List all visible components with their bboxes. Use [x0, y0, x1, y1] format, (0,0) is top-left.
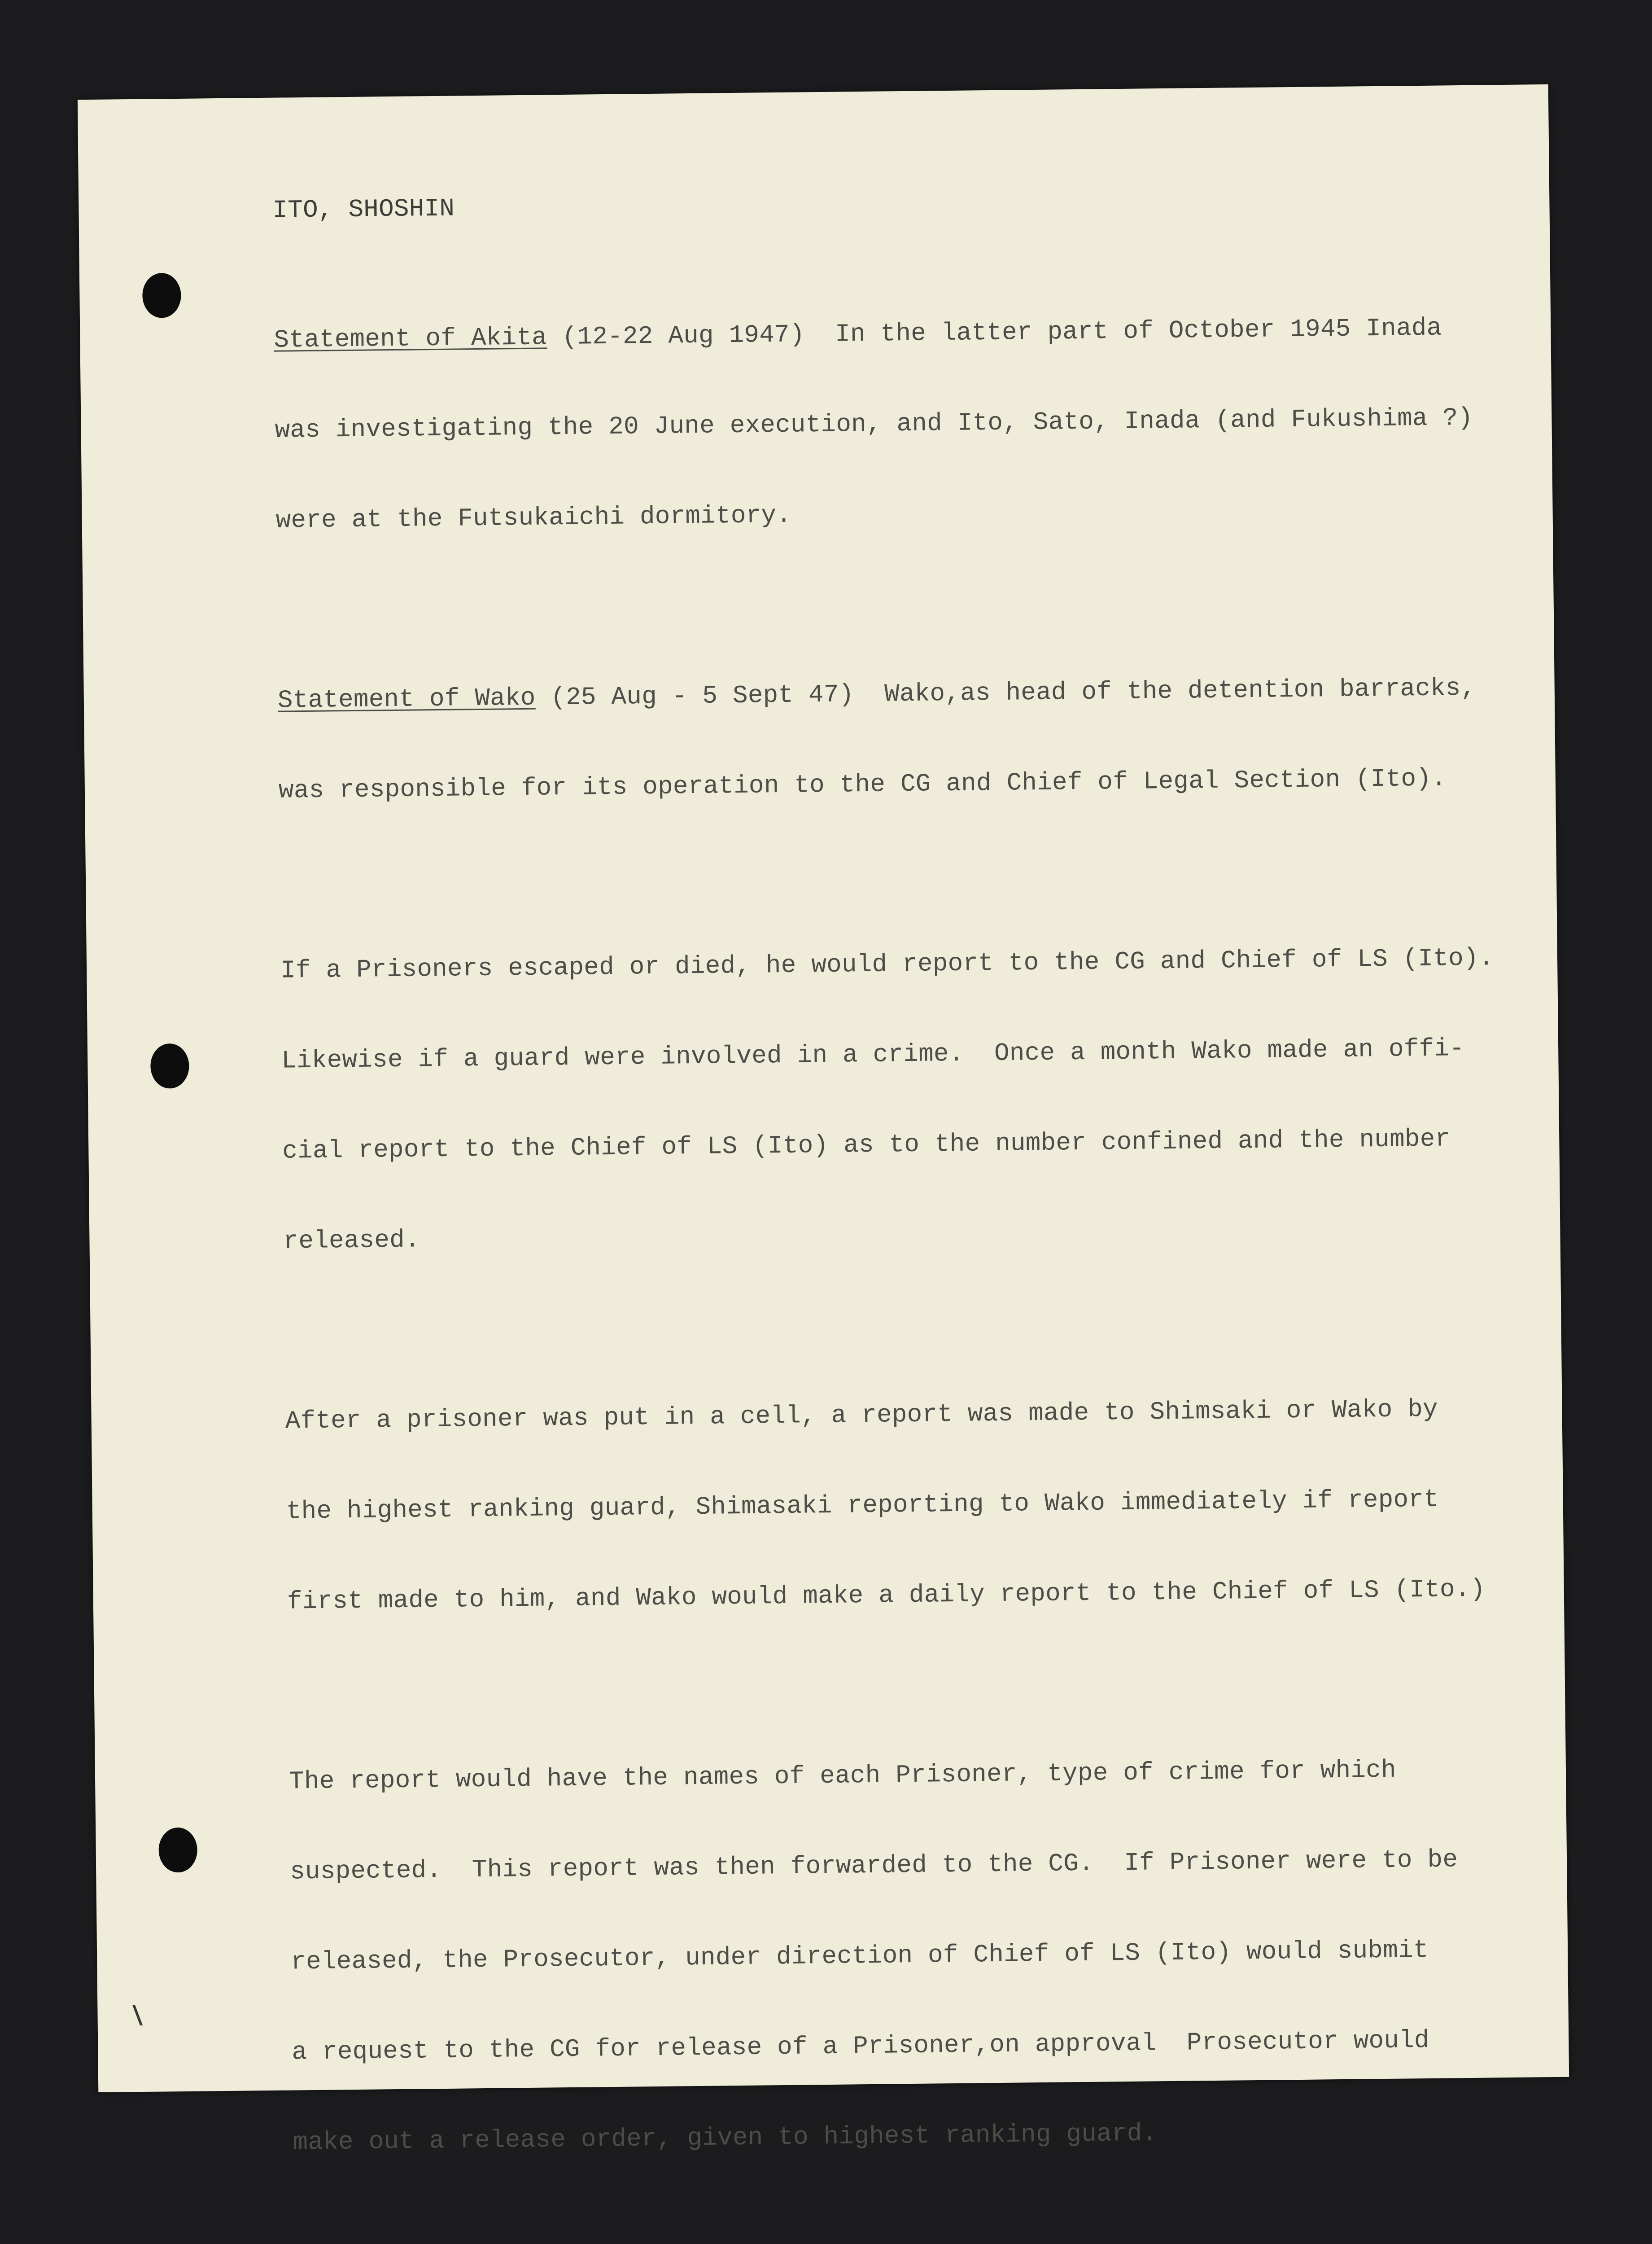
punch-hole-bottom: [158, 1828, 197, 1873]
text-line: cial report to the Chief of LS (Ito) as to the number confined and the number: [282, 1124, 1451, 1166]
text-line: were at the Futsukaichi dormitory.: [275, 500, 792, 535]
text-line: first made to him, and Wako would make a daily report to the Chief of LS (Ito.): [287, 1574, 1486, 1616]
text-line: make out a release order, given to highest ranking guard.: [293, 2119, 1158, 2157]
paragraph-kt-investigation: [294, 2235, 1538, 2244]
text-line: was investigating the 20 June execution, and Ito, Sato, Inada (and Fukushima ?): [275, 403, 1473, 445]
text-line: suspected. This report was then forwarded to the CG. If Prisoner were to be: [289, 1845, 1458, 1886]
text-line: released, the Prosecutor, under direction of Chief of LS (Ito) would submit: [290, 1935, 1429, 1977]
document-page: [78, 84, 1569, 2157]
text-line: the highest ranking guard, Shimasaki reporting to Wako immediately if report: [286, 1485, 1439, 1526]
text-line: After a prisoner was put in a cell, a report was made to Shimsaki or Wako by: [285, 1394, 1438, 1436]
paragraph-cell-reports: [284, 1333, 1526, 1677]
statement-label-wako: Statement of Wako: [277, 683, 536, 715]
paragraph-wako-statement: [277, 613, 1517, 866]
paragraph-release-procedure: [288, 1694, 1532, 2218]
text-line: a request to the CG for release of a Prisoner,on approval Prosecutor would: [292, 2025, 1430, 2067]
text-line: was responsible for its operation to the CG and Chief of Legal Section (Ito).: [278, 764, 1447, 805]
statement-label-akita: Statement of Akita: [274, 323, 547, 355]
text-line: Statement of Wako (25 Aug - 5 Sept 47) Wako,as head of the detention barracks,: [277, 673, 1476, 715]
document-heading: ITO, SHOSHIN: [272, 194, 455, 225]
punch-hole-top: [142, 273, 181, 318]
document-body: [272, 183, 1562, 2244]
text-line: Statement of Akita (12-22 Aug 1947) In the latter part of October 1945 Inada: [274, 313, 1442, 355]
text-line: If a Prisoners escaped or died, he would report to the CG and Chief of LS (Ito).: [280, 943, 1494, 985]
paragraph-prisoner-reports: [280, 883, 1522, 1317]
paragraph-akita-statement: [273, 252, 1515, 596]
pencil-mark: [132, 2005, 151, 2025]
punch-hole-middle: [150, 1043, 189, 1089]
text-line: The report would have the names of each Prisoner, type of crime for which: [288, 1755, 1397, 1796]
text-line: released.: [283, 1225, 420, 1256]
text-line: Likewise if a guard were involved in a crime. Once a month Wako made an offi-: [281, 1034, 1465, 1075]
